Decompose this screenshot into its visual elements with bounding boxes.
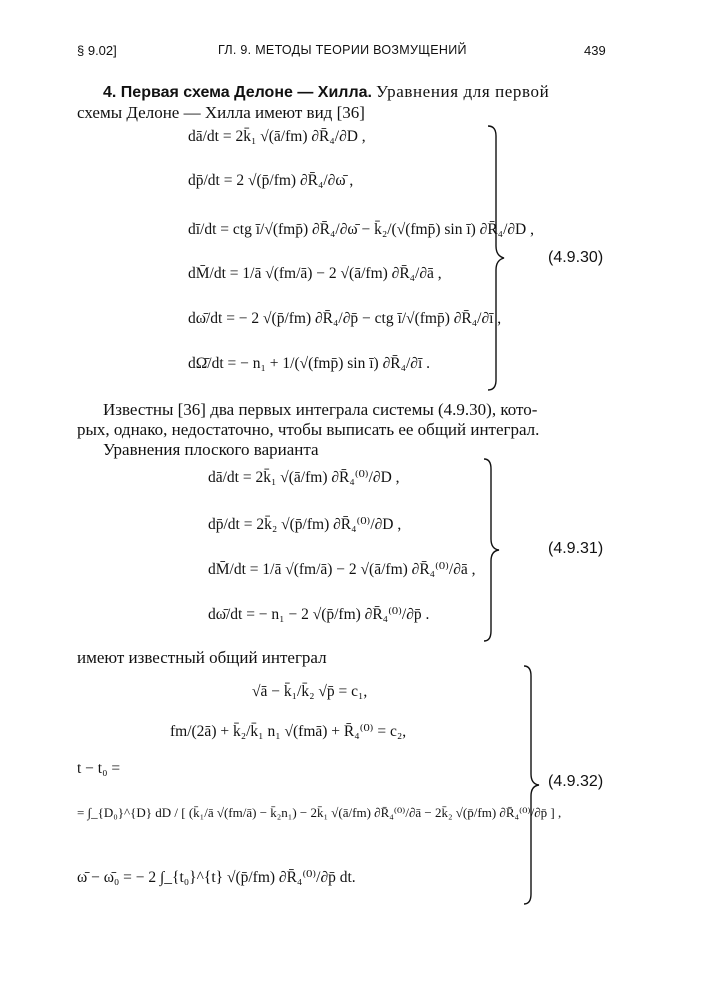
intro-line-1 [103,82,549,102]
eq-number-4-9-30: (4.9.30) [548,249,604,266]
header-page-number: 439 [584,43,606,58]
eq-4-9-32-1: √ā − k̄₁/k̄₂ √p̄ = c₁, [252,683,368,700]
middle-line-3: Уравнения плоского варианта [103,440,319,459]
eq-4-9-30-4: dM̄/dt = 1/ā √(fm/ā) − 2 √(ā/fm) ∂R̄₄/∂ā , [188,265,442,282]
eq-4-9-32-4: = ∫_{D₀}^{D} dD / [ (k̄₁/ā √(fm/ā) − k̄₂n₁) − 2k̄₁ √(ā/fm) ∂R̄₄⁽⁰⁾/∂ā − 2k̄₂ √(p̄/fm) ∂R̄₄⁽⁰⁾/∂p̄ ] , [77,805,562,820]
eq-4-9-31-4: dω̄/dt = − n₁ − 2 √(p̄/fm) ∂R̄₄⁽⁰⁾/∂p̄ . [208,606,430,623]
brace-4-9-31 [482,457,504,643]
eq-4-9-31-3: dM̄/dt = 1/ā √(fm/ā) − 2 √(ā/fm) ∂R̄₄⁽⁰⁾/∂ā , [208,561,476,578]
middle-line-2: рых, однако, недостаточно, чтобы выписать ее общий интеграл. [77,420,540,439]
brace-4-9-30 [486,124,510,392]
eq-4-9-30-2: dp̄/dt = 2 √(p̄/fm) ∂R̄₄/∂ω̄ , [188,172,354,189]
eq-4-9-32-2: fm/(2ā) + k̄₂/k̄₁ n₁ √(fmā) + R̄₄⁽⁰⁾ = c₂, [170,723,407,740]
eq-4-9-30-1: dā/dt = 2k̄₁ √(ā/fm) ∂R̄₄/∂D , [188,128,366,145]
eq-4-9-32-5: ω̄ − ω̄₀ = − 2 ∫_{t₀}^{t} √(p̄/fm) ∂R̄₄⁽⁰⁾/∂p̄ dt. [77,869,356,886]
after-text: имеют известный общий интеграл [77,648,327,667]
eq-4-9-30-3: dī/dt = ctg ī/√(fmp̄) ∂R̄₄/∂ω̄ − k̄₂/(√(fmp̄) sin ī) ∂R̄₄/∂D , [188,221,534,238]
eq-4-9-30-6: dΩ̄/dt = − n₁ + 1/(√(fmp̄) sin ī) ∂R̄₄/∂ī . [188,355,431,372]
brace-4-9-32 [522,664,544,906]
middle-line-1: Известны [36] два первых интеграла системы (4.9.30), кото- [103,400,538,419]
eq-number-4-9-31: (4.9.31) [548,540,604,557]
eq-4-9-31-2: dp̄/dt = 2k̄₂ √(p̄/fm) ∂R̄₄⁽⁰⁾/∂D , [208,516,402,533]
intro-line-2: схемы Делоне — Хилла имеют вид [36] [77,103,365,122]
eq-4-9-31-1: dā/dt = 2k̄₁ √(ā/fm) ∂R̄₄⁽⁰⁾/∂D , [208,469,400,486]
intro-text-1: Уравнения для первой [375,82,550,101]
section-heading: 4. Первая схема Делоне — Хилла. [103,84,372,101]
eq-number-4-9-32: (4.9.32) [548,773,604,790]
eq-4-9-32-3: t − t₀ = [77,760,121,777]
eq-4-9-30-5: dω̄/dt = − 2 √(p̄/fm) ∂R̄₄/∂p̄ − ctg ī/√(fmp̄) ∂R̄₄/∂ī , [188,310,502,327]
header-section: § 9.02] [77,43,117,58]
header-chapter: ГЛ. 9. МЕТОДЫ ТЕОРИИ ВОЗМУЩЕНИЙ [218,43,467,57]
